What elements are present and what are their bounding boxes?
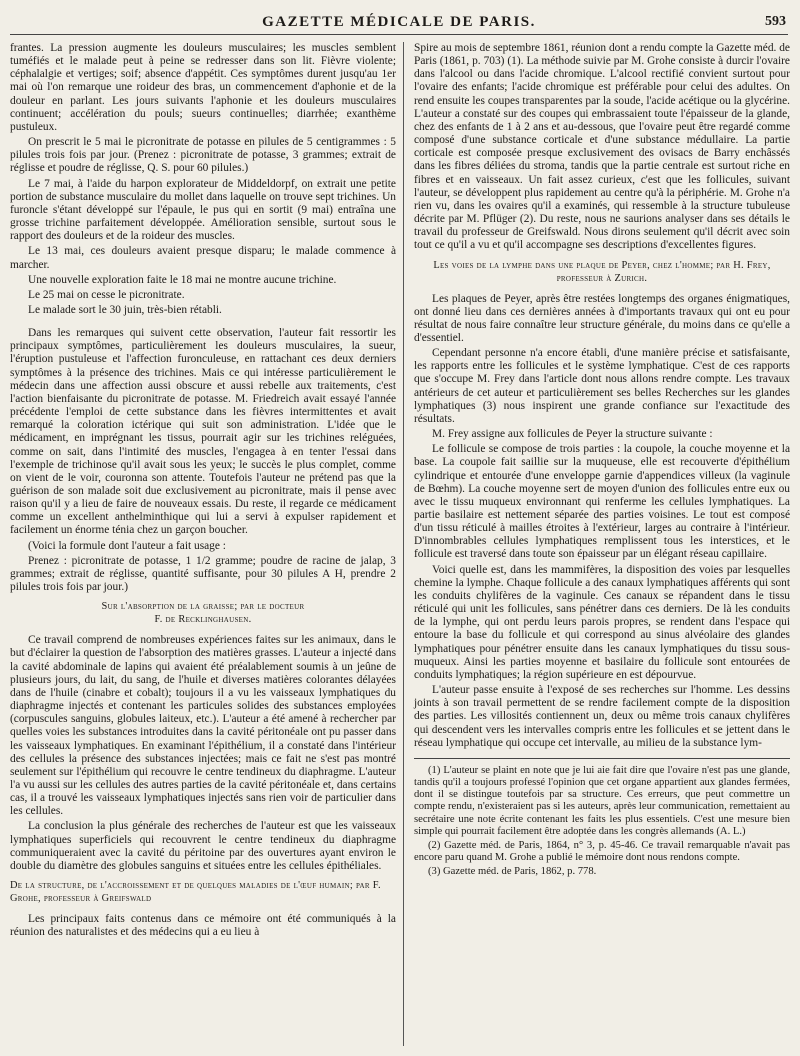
page-header	[10, 12, 788, 35]
paragraph: Dans les remarques qui suivent cette observation, l'auteur fait ressortir les principaux symptômes, particulièrement les douleurs musculaires, la sueur, l'éruption pustuleuse et l'affection furonculeuse, en rattachant ces deux derniers symptômes à la présence des trichines. Mais ce qui intéresse particulièrement le médecin dans une affection aussi obscure et aussi rebelle aux traitements, c'est l'action bienfaisante du picronitrate de potasse. M. Friedreich avait essayé l'année précédente l'emploi de cette substance dans les fièvres intermittentes et avait remarqué la coloration ictérique qui suit son administration. L'idée que le médicament, en imprégnant les tissus, pourrait agir sur les trichines reléguées, comme on sait, dans l'intimité des muscles, l'engagea à en tenter l'essai dans l'exemple de trichinose qu'il avait sous les yeux; le succès le plus complet, comme on vient de le voir, couronna son attente. Toutefois l'auteur ne prétend pas que la guérison de son malade soit due exclusivement au picronitrate, mais il pense avec raison qu'il y a lieu de faire de nouveaux essais. Du reste, il regarde ce médicament comme un excellent anthelminthique qui lui a servi à expulser rapidement et facilement un énorme ténia chez un garçon boucher.	[10, 327, 396, 537]
paragraph: Les principaux faits contenus dans ce mémoire ont été communiqués à la réunion des naturalistes et des médecins qui a eu lieu à	[10, 913, 396, 939]
section-heading	[10, 600, 396, 626]
journal-title: GAZETTE MÉDICALE DE PARIS.	[262, 14, 536, 30]
paragraph: Le follicule se compose de trois parties : la coupole, la couche moyenne et la base. La coupole fait saillie sur la muqueuse, elle est recouverte d'épithélium cylindrique et entourée d'une enveloppe garnie d'appendices villeux (la vaginule de Bœhm). La couche moyenne sert de moyen d'union des follicules entre eux ou avec le tissu muqueux environnant qui renferme les cellules lymphatiques. La partie basilaire est nettement séparée des parties voisines. Le tout est composé d'un tissu réticulé à mailles étroites à l'extérieur, larges au contraire à l'intérieur. D'innombrables cellules lymphatiques remplissent tous les interstices, et le follicule est traversé dans toute son épaisseur par un élégant réseau capillaire.	[414, 443, 790, 561]
paragraph: Le 25 mai on cesse le picronitrate.	[28, 288, 185, 301]
paragraph: Voici quelle est, dans les mammifères, la disposition des voies par lesquelles chemine la lymphe. Chaque follicule a des canaux lymphatiques afférents qui sont les conduits chylifères de la vaginule. Ces canaux se répandent dans le tissu réticulé qui unit les follicules, sans pénétrer dans ces derniers. De là les conduits de la lymphe, qui ont perdu leurs parois propres, se rendent dans l'espace qui entoure la base du follicule et qui correspond au sinus alvéolaire des glandes lymphatiques pour pénétrer ensuite dans les canaux lymphatiques du tissu sous-muqueux. Ainsi les parties moyenne et basilaire du follicule sont entourées de conduits lymphatiques; la région supérieure en est dépourvue.	[414, 563, 790, 681]
right-column	[414, 42, 790, 881]
paragraph: La conclusion la plus générale des recherches de l'auteur est que les vaisseaux lymphatiques superficiels qui recouvrent le centre tendineux du diaphragme communiqueraient avec la cavité du péritoine par des ouvertures ayant environ le double du diamètre des globules sanguins et situées entre les cellules épithéliales.	[10, 820, 396, 872]
section-heading	[414, 259, 790, 285]
paragraph: Prenez : picronitrate de potasse, 1 1/2 gramme; poudre de racine de jalap, 3 grammes; extrait de réglisse, quantité suffisante, pour 30 pilules A H, prendre 2 pilules trois fois par jour.)	[10, 554, 396, 594]
footnote: (1) L'auteur se plaint en note que je lui aie fait dire que l'ovaire n'est pas une glande, tandis qu'il a toujours professé l'opinion que cet organe appartient aux glandes fermées, dont il se distingue toutefois par sa structure. Ces erreurs, que peut commettre un compte rendu, n'existeraient pas si les auteurs, après leur communication, remettaient au secrétaire une note écrite contenant les faits les plus essentiels. C'est une mesure bien simple qui pourrait facilement être adoptée dans les congrès allemands (A. L.)	[414, 764, 790, 837]
paragraph: frantes. La pression augmente les douleurs musculaires; les muscles semblent tuméfiés et le malade peut à peine se redresser dans son lit. Fièvre violente; céphalalgie et vertiges; soif; absence d'appétit. Ces symptômes durent jusqu'au 1er mai où l'on remarque une roideur des bras, un commencement d'aphonie et de la douleur en parlant. Les jours suivants l'aphonie et les douleurs musculaires continuent; accélération du pouls; sueurs continuelles; diarrhée; exanthème pustuleux.	[10, 42, 396, 133]
paragraph: Le 7 mai, à l'aide du harpon explorateur de Middeldorpf, on extrait une petite portion de substance musculaire du mollet dans laquelle on trouve sept trichines. Un furoncle s'étant développé sur l'épaule, le pus qui en sortit (9 mai) entraîna une grosse trichine parfaitement développée. Amélioration sensible, surtout sous le rapport des douleurs et de la roideur des muscles.	[10, 177, 396, 243]
section-title: Sur l'absorption de la graisse; par le docteur	[101, 601, 305, 613]
paragraph: Une nouvelle exploration faite le 18 mai ne montre aucune trichine.	[28, 273, 337, 286]
paragraph: On prescrit le 5 mai le picronitrate de potasse en pilules de 5 centigrammes : 5 pilules trois fois par jour. (Prenez : picronitrate de potasse, 3 grammes; extrait de réglisse et poudre de réglisse, Q. S. pour 60 pilules.)	[10, 136, 396, 175]
paragraph: (Voici la formule dont l'auteur a fait usage :	[28, 539, 226, 552]
section-title: De la structure, de l'accroissement et de quelques maladies de l'œuf humain; par F. Grohe, professeur à Greifswald	[10, 880, 381, 905]
paragraph: Les plaques de Peyer, après être restées longtemps des organes énigmatiques, ont donné lieu dans ces dernières années à d'importants travaux qui ont eu pour résultat de nous faire connaître leur structure générale, du moins dans ce qu'elle a d'essentiel.	[414, 292, 790, 344]
page-number: 593	[765, 14, 786, 29]
paragraph: Spire au mois de septembre 1861, réunion dont a rendu compte la Gazette méd. de Paris (1861, p. 703) (1). La méthode suivie par M. Grohe consiste à durcir l'ovaire dans l'alcool ou dans l'acide chromique. L'alcool rectifié convient surtout pour l'ovaire des enfants; l'acide chromique est préférable pour celui des adultes. On rend ensuite les coupes transparentes par la soude, l'acide acétique ou la glycérine. L'auteur a constaté sur des coupes qui embrassaient toute l'épaisseur de la glande, chez des enfants de 1 à 2 ans et au-dessous, que l'ovaire peut être regardé comme composé d'une substance corticale et d'une substance médullaire. La partie corticale est composée presque exclusivement des ovisacs de Barry enchâssés dans les fibres déliées du stroma, tandis que la partie centrale est surtout riche en fibres et en vaisseaux. Un fait assez curieux, c'est que les follicules, suivant l'auteur, se développent plus rapidement au centre qu'à la périphérie. M. Grohe n'a rien vu, dans les ovaires qu'il a examinés, qui ressemble à la structure tubuleuse décrite par M. Pflüger (2). Du reste, nous ne saurions analyser dans ses détails le travail du professeur de Greifswald. Nous dirons seulement qu'il décrit avec soin tout ce qu'il a vu et qu'il accompagne ses descriptions d'excellentes figures.	[414, 42, 790, 252]
paragraph: M. Frey assigne aux follicules de Peyer la structure suivante :	[432, 428, 713, 441]
footnotes	[414, 758, 790, 879]
left-column	[10, 42, 396, 941]
paragraph: Cependant personne n'a encore établi, d'une manière précise et satisfaisante, les rapports entre les follicules et le système lymphatique. C'est de ces rapports que s'occupe M. Frey dans l'article dont nous allons rendre compte. Les travaux antérieurs de cet auteur et particulièrement ses belles Recherches sur les glandes lymphatiques (3) nous inspirent une grande confiance sur l'exactitude des résultats.	[414, 347, 790, 425]
column-divider	[403, 42, 404, 1046]
paragraph: L'auteur passe ensuite à l'exposé de ses recherches sur l'homme. Les dessins joints à son travail permettent de se rendre facilement compte de la disposition des parties. Les villosités contiennent un, deux ou même trois canaux chylifères qui descendent vers les intervalles compris entre les follicules et se jettent dans le réseau lymphatique qui occupe cet intervalle, au milieu de la substance lym-	[414, 684, 790, 749]
paragraph: Le malade sort le 30 juin, très-bien rétabli.	[28, 303, 222, 316]
paragraph: Ce travail comprend de nombreuses expériences faites sur les animaux, dans le but d'éclairer la question de l'absorption des matières grasses. L'auteur a injecté dans la cavité abdominale de lapins qui avaient été préalablement soumis à un jeûne de plusieurs jours, du lait, du sang, de l'huile et diverses matières colorantes délayées dans de l'huile (cinabre et cobalt); toujours il a vu les vaisseaux lymphatiques du diaphragme injectés et contenant les particules solides des substances employées (corpuscules sanguins, globules laiteux, etc.). L'auteur a été amené à rechercher par quelles voies les substances introduites dans la cavité péritonéale ont pu passer dans les vaisseaux lymphatiques. En examinant l'épithélium, il a constaté dans l'intérieur des cellules la présence des substances injectées; mais ce fait ne s'est pas montré seulement sur l'épithélium qui recouvre le centre tendineux du diaphragme. L'auteur l'a vu aussi sur les cellules des autres parties de la cavité péritonéale et, dans certains cas, il a trouvé les vaisseaux lymphatiques injectés sans rien voir de particulier dans les cellules.	[10, 634, 396, 818]
section-heading	[10, 879, 396, 905]
section-title: Les voies de la lymphe dans une plaque de Peyer, chez l'homme; par H. Frey, professeur à Zurich.	[433, 259, 771, 284]
section-author: F. de Recklinghausen.	[154, 614, 252, 626]
footnote: (3) Gazette méd. de Paris, 1862, p. 778.	[428, 866, 597, 878]
footnote: (2) Gazette méd. de Paris, 1864, n° 3, p. 45-46. Ce travail remarquable n'avait pas encore paru quand M. Grohe a publié le mémoire dont nous rendons compte.	[414, 840, 790, 864]
paragraph: Le 13 mai, ces douleurs avaient presque disparu; le malade commence à marcher.	[10, 245, 396, 271]
